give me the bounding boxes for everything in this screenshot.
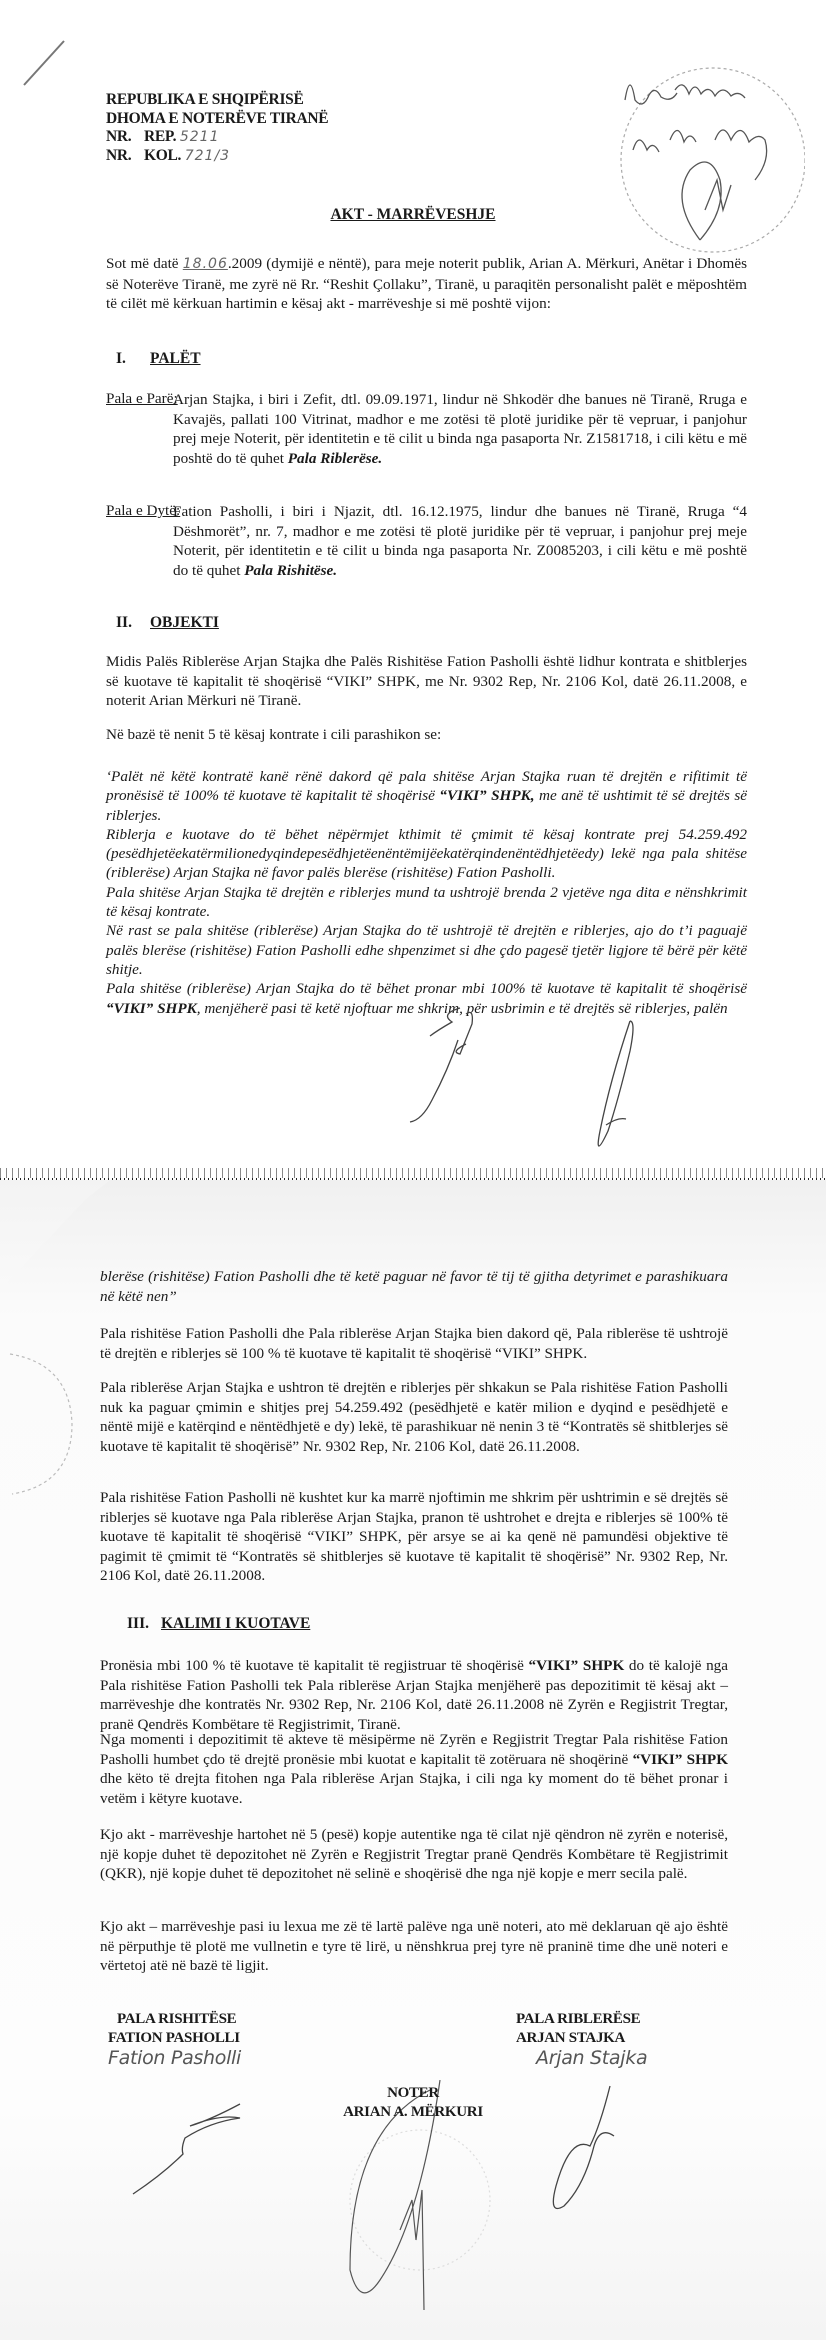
text-run: me anë të ushtimit të së drejtës së riblerjes. [106,787,748,824]
quote-line [106,767,747,825]
rep-label: REP. [144,128,177,145]
copies-paragraph: Kjo akt - marrëveshje hartohet në 5 (pesë) kopje autentike nga të cilat një qëndron në zyrën e noterisë, një kopje duhet të depozitohet në Zyrën e Regjistrit Tregtar pranë Qendrës Kombëtare të Regjistrimit (QKR), një kopje duhet të depozitohet në selinë e shoqërisë dhe nga një kopje e merr secila palë. [100,1826,728,1882]
text-run: , menjëherë pasi të ketë njoftuar me shkrim, për usbrimin e të drejtës së riblerjes, palën [196,999,728,1017]
text-run: “VIKI” SHPK [528,1657,625,1674]
quote-line [106,825,747,883]
text-run: “VIKI” SHPK, [439,787,535,805]
signature-buyer-page1 [570,1015,650,1185]
buyer-role: PALA RIBLERËSE [516,2011,641,2027]
text-run: Në rast se pala shitëse (riblerëse) Arjan Stajka do të ushtrojë të drejtën e riblerjes, ajo do t’i paguajë palës blerëse (rishitëse) Fation Pasholli edhe shpenzimet si dhe çdo pagesë tjetër ligjore të bërë për këtë shitje. [106,922,747,978]
text-run: Pala shitëse Arjan Stajka të drejtën e riblerjes mund ta ushtrojë brenda 2 vjetëve nga dita e nënshkrimit të kësaj kontrate. [106,883,747,921]
seller-role: PALA RISHITËSE [117,2011,237,2027]
header-chamber: DHOMA E NOTERËVE TIRANË [106,109,329,127]
agreement-paragraph: Pala rishitëse Fation Pasholli dhe Pala riblerëse Arjan Stajka bien dakord që, Pala riblerëse të ushtrojë të drejtën e riblerjes së 100 % të kuotave të kapitalit të shoqërisë “VIKI” SHPK. [100,1325,728,1362]
section-3-heading: III. KALIMI I KUOTAVE [127,1615,311,1632]
text-run: “VIKI” SHPK [106,999,197,1017]
article5-intro: Në bazë të nenit 5 të kësaj kontrate i cili parashikon se: [106,726,442,743]
party2-text: Fation Pasholli, i biri i Njazit, dtl. 16.12.1975, lindur dhe banues në Tiranë, Rruga “4 Dëshmorët”, nr. 7, madhor e me zotësi të plotë juridike për të vepruar, i panjohur prej meje Noterit, për identitetin e të cilit u binda nga pasaporta Nr. Z0085203, i cili këtu e më poshtë do të quhet Pala Rishitëse. [173,503,747,579]
kol-label: KOL. [144,146,182,164]
scan-edge-artifact-top [0,1168,826,1178]
buyer-name: ARJAN STAJKA [516,2029,626,2046]
quote-line [106,921,747,979]
article5-quote-continued: blerëse (rishitëse) Fation Pasholli dhe të ketë paguar në favor të tij të gjitha detyrimet e parashikuara në këtë nen” [100,1268,728,1305]
party2-label: Pala e Dytë: [106,502,181,519]
party1-label: Pala e Parë: [106,390,178,407]
acceptance-paragraph: Pala rishitëse Fation Pasholli në kushtet kur ka marrë njoftimin me shkrim për ushtrimin e së drejtës së riblerjes së kuotave nga Pala riblerëse Arjan Stajka, pranon të ushtrohet e drejta e riblerjes së 100% të kuotave të kapitalit të shoqërisë “VIKI” SHPK, për arsye se ai ka qenë në pamundësi objektive të pagimit të çmimit të “Kontratës së shitblerjes së kuotave të kapitalit të shoqërisë” Nr. 9302 Rep, Nr. 2106 Kol, datë 26.11.2008. [100,1489,728,1584]
quote-line [106,883,747,922]
notary-block [0,2084,826,2121]
intro-paragraph: Sot më datë 18.06.2009 (dymijë e nëntë), para meje noterit publik, Arian A. Mërkuri, Anëtar i Dhomës së Noterëve Tiranë, me zyrë në Rr. “Reshit Çollaku”, Tiranë, u paraqitën personalisht palët e mëposhtëm të cilët më kërkuan hartimin e kësaj akt - marrëveshje si më poshtë vijon: [106,255,748,312]
pencil-mark [20,35,70,90]
exercise-reason-paragraph: Pala riblerëse Arjan Stajka e ushtron të drejtën e riblerjes për shkakun se Pala rishitëse Fation Pasholli nuk ka paguar çmimin e shitjes prej 54.259.492 (pesëdhjetë e katër milion e dyqind e pesëdhjetë e nëntë mijë e katërqind e nëntëdhjetë e dy) lekë, të parashikuar në nenin 3 të “Kontratës së shitblerjes së kuotave të kapitalit të shoqërisë” Nr. 9302 Rep, Nr. 2106 Kol, datë 26.11.2008. [100,1379,728,1455]
text-run: Pronësia mbi 100 % të kuotave të kapitalit të regjistruar të shoqërisë [100,1657,529,1674]
party1-text: Arjan Stajka, i biri i Zefit, dtl. 09.09.1971, lindur në Shkodër dhe banues në Tiranë, Rruga e Kavajës, pallati 100 Vitrinat, madhor e me zotësi të plotë juridike për të vepruar, i panjohur prej meje Noterit, për identitetin e të cilit u binda nga pasaporta Nr. Z1581718, i cili këtu e më poshtë do të quhet Pala Riblerëse. [173,391,747,467]
buyer-signature-block [516,2010,647,2068]
rep-nr-label: NR. [106,128,132,145]
notary-role: NOTER [387,2085,439,2101]
notary-name: ARIAN A. MËRKURI [343,2103,483,2120]
signature-seller-page1 [370,1000,500,1130]
text-run: ‘Palët në këtë kontratë kanë rënë dakord që pala shitëse Arjan Stajka ruan të drejtën e rifitimit të pronësisë të 100% të kuotave të kapitalit të shoqërisë [106,768,747,805]
buyer-handwritten-name: Arjan Stajka [536,2047,648,2069]
kol-nr-label: NR. [106,146,132,164]
rep-number-handwritten: 5211 [179,129,220,145]
document-header [106,91,328,165]
notary-stamp-partial [0,1350,80,1500]
text-run: Riblerja e kuotave do të bëhet nëpërmjet kthimit të çmimit të kësaj kontrate prej 54.259.492 (pesëdhjetëekatërmilionedyqindepesëdhjetëenëntëmijëekatërqindenëntëdhjetëedy) lekë nga pala shitëse (riblerëse) Arjan Stajka në favor palës blerëse (rishitëse) Fation Pasholli. [106,825,747,882]
document-title: AKT - MARRËVESHJE [330,206,496,223]
section-1-heading: I. PALËT [116,350,201,367]
article5-quote [106,767,747,1018]
kol-number-row [106,147,328,166]
reading-paragraph: Kjo akt – marrëveshje pasi iu lexua me zë të lartë palëve nga unë noteri, ato më deklaruan që ajo është në përputhje të plotë me vullnetin e tyre të lirë, u nënshkrua prej tyre në praninë time dhe unë noteri e vërtetoj atë në bazë të ligjit. [100,1918,728,1974]
section-2-heading: II. OBJEKTI [116,614,219,631]
object-paragraph: Midis Palës Riblerëse Arjan Stajka dhe Palës Rishitëse Fation Pasholli është lidhur kontrata e shitblerjes së kuotave të kapitalit të shoqërisë “VIKI” SHPK, me Nr. 9302 Rep, Nr. 2106 Kol, datë 26.11.2008, e noterit Arian Mërkuri në Tiranë. [106,653,747,709]
seller-signature-block [108,2010,241,2068]
rep-number-row [106,128,328,147]
seller-handwritten-name: Fation Pasholli [108,2047,242,2069]
text-run: Nga momenti i depozitimit të akteve të mësipërme në Zyrën e Regjistrit Tregtar Pala rishitëse Fation Pasholli humbet çdo të drejtë pronësie mbi kuotat e kapitalit të zotëruara në shoqërinë [100,1731,728,1768]
text-run: Pala shitëse (riblerëse) Arjan Stajka do të bëhet pronar mbi 100% të kuotave të kapitalit të shoqërisë [106,980,747,998]
ownership-transfer-paragraph [100,1656,728,1734]
deposit-moment-paragraph [100,1730,728,1808]
text-run: dhe këto të drejta fitohen nga Pala riblerëse Arjan Stajka, i cili nga ky moment do të bëhet pronar i vetëm i këtyre kuotave. [100,1770,728,1807]
header-republic: REPUBLIKA E SHQIPËRISË [106,91,304,108]
date-handwritten: 18.06 [182,256,228,272]
archive-stamp-with-handwriting [615,40,805,290]
text-run: “VIKI” SHPK [632,1750,729,1768]
seller-name: FATION PASHOLLI [108,2029,240,2046]
text-run: do të kalojë nga Pala rishitëse Fation Pasholli tek Pala riblerëse Arjan Stajka menjëherë pas depozitimit të kësaj akt –marrëveshje dhe kontratës Nr. 9302 Rep, Nr. 2106 Kol, datë 26.11.2008 në Zyrën e Regjistrit Tregtar, pranë Qendrës Kombëtare të Regjistrimit, Tiranë. [100,1657,729,1733]
kol-number-handwritten: 721/3 [184,147,231,164]
